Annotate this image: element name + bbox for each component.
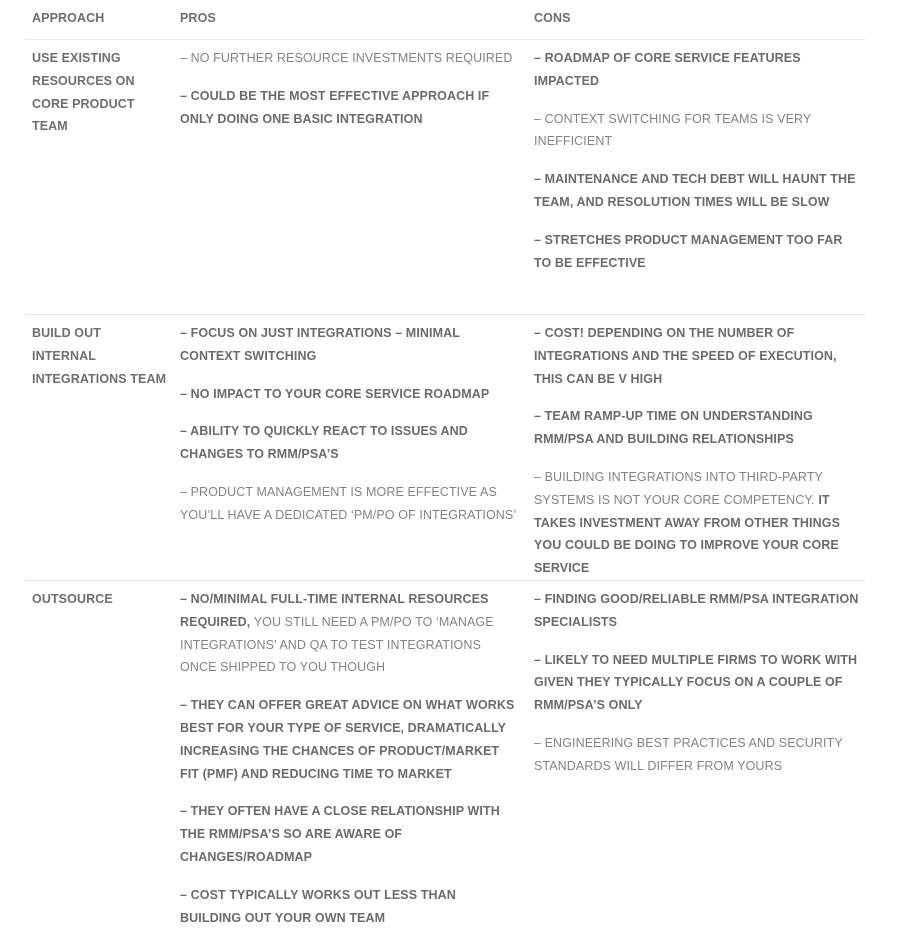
header-cons: CONS xyxy=(534,11,571,25)
pros-cell xyxy=(173,581,527,928)
list-item xyxy=(180,884,519,929)
table-row xyxy=(25,581,865,928)
list-item xyxy=(534,588,863,634)
list-item xyxy=(180,322,519,368)
list-item-text: – FOCUS ON JUST INTEGRATIONS – MINIMAL CONTEXT SWITCHING xyxy=(180,326,460,363)
list-item xyxy=(534,732,863,778)
list-item-text: – FINDING GOOD/RELIABLE RMM/PSA INTEGRATION SPECIALISTS xyxy=(534,592,859,629)
list-item-text: – BUILDING INTEGRATIONS INTO THIRD-PARTY SYSTEMS IS NOT YOUR CORE COMPETENCY. xyxy=(534,469,823,507)
list-item-text: – COST! DEPENDING ON THE NUMBER OF INTEGRATIONS AND THE SPEED OF EXECUTION, THIS CAN BE V HIGH xyxy=(534,326,837,386)
table-header-row xyxy=(25,0,865,40)
table-row xyxy=(25,40,865,315)
list-item xyxy=(534,322,863,390)
approach-cell: OUTSOURCE xyxy=(32,592,113,606)
list-item xyxy=(180,694,519,785)
approach-cell: USE EXISTING RESOURCES ON CORE PRODUCT TEAM xyxy=(32,51,135,134)
list-item-text: – PRODUCT MANAGEMENT IS MORE EFFECTIVE AS YOU’LL HAVE A DEDICATED ‘PM/PO OF INTEGRATIONS’ xyxy=(180,484,517,522)
pros-cell xyxy=(173,315,527,580)
list-item xyxy=(180,47,519,70)
list-item-text: – ABILITY TO QUICKLY REACT TO ISSUES AND CHANGES TO RMM/PSA’S xyxy=(180,424,468,462)
list-item-text: – COST TYPICALLY WORKS OUT LESS THAN BUILDING OUT YOUR OWN TEAM xyxy=(180,887,456,925)
list-item-text: IT TAKES INVESTMENT AWAY FROM OTHER THINGS YOU COULD BE DOING TO IMPROVE YOUR CORE SERVICE xyxy=(534,492,841,576)
list-item-text: – CONTEXT SWITCHING FOR TEAMS IS VERY INEFFICIENT xyxy=(534,111,812,149)
list-item-text: – STRETCHES PRODUCT MANAGEMENT TOO FAR TO BE EFFECTIVE xyxy=(534,232,843,270)
list-item xyxy=(180,85,519,131)
list-item-text: – TEAM RAMP-UP TIME ON UNDERSTANDING RMM/PSA AND BUILDING RELATIONSHIPS xyxy=(534,409,813,447)
pros-cell xyxy=(173,40,527,314)
table-row xyxy=(25,315,865,581)
approach-cell: BUILD OUT INTERNAL INTEGRATIONS TEAM xyxy=(32,326,167,386)
list-item-text: – ROADMAP OF CORE SERVICE FEATURES IMPACTED xyxy=(534,51,801,88)
list-item xyxy=(534,649,863,717)
list-item-text: – NO IMPACT TO YOUR CORE SERVICE ROADMAP xyxy=(180,386,490,401)
list-item xyxy=(534,47,863,93)
cons-cell xyxy=(527,581,865,928)
list-item xyxy=(180,588,519,679)
list-item-text: – MAINTENANCE AND TECH DEBT WILL HAUNT THE TEAM, AND RESOLUTION TIMES WILL BE SLOW xyxy=(534,172,856,209)
header-pros: PROS xyxy=(180,11,216,25)
list-item-text: – COULD BE THE MOST EFFECTIVE APPROACH IF ONLY DOING ONE BASIC INTEGRATION xyxy=(180,88,490,126)
list-item xyxy=(180,800,519,868)
list-item xyxy=(534,466,863,580)
list-item xyxy=(180,383,519,406)
list-item-text: – THEY CAN OFFER GREAT ADVICE ON WHAT WORKS BEST FOR YOUR TYPE OF SERVICE, DRAMATICALLY INCREASING THE CHANCES OF PRODUCT/MARKET FIT (PMF) AND REDUCING TIME TO MARKET xyxy=(180,698,515,781)
list-item xyxy=(534,229,863,275)
list-item-text: – LIKELY TO NEED MULTIPLE FIRMS TO WORK WITH GIVEN THEY TYPICALLY FOCUS ON A COUPLE OF RMM/PSA’S ONLY xyxy=(534,652,858,713)
list-item-text: – ENGINEERING BEST PRACTICES AND SECURITY STANDARDS WILL DIFFER FROM YOURS xyxy=(534,735,843,773)
list-item-text: – NO FURTHER RESOURCE INVESTMENTS REQUIRED xyxy=(180,51,513,65)
list-item-text: YOU STILL NEED A PM/PO TO ‘MANAGE INTEGRATIONS’ AND QA TO TEST INTEGRATIONS ONCE SHIPPED TO YOU THOUGH xyxy=(180,614,494,675)
list-item xyxy=(534,108,863,154)
header-approach: APPROACH xyxy=(32,11,105,25)
list-item-text: – NO/MINIMAL FULL-TIME INTERNAL RESOURCES REQUIRED, xyxy=(180,592,489,629)
list-item-text: – THEY OFTEN HAVE A CLOSE RELATIONSHIP WITH THE RMM/PSA’S SO ARE AWARE OF CHANGES/ROADMAP xyxy=(180,804,500,864)
list-item xyxy=(180,420,519,466)
comparison-table xyxy=(25,0,865,928)
cons-cell xyxy=(527,315,865,580)
list-item xyxy=(534,168,863,214)
cons-cell xyxy=(527,40,865,314)
list-item xyxy=(180,481,519,527)
list-item xyxy=(534,405,863,451)
